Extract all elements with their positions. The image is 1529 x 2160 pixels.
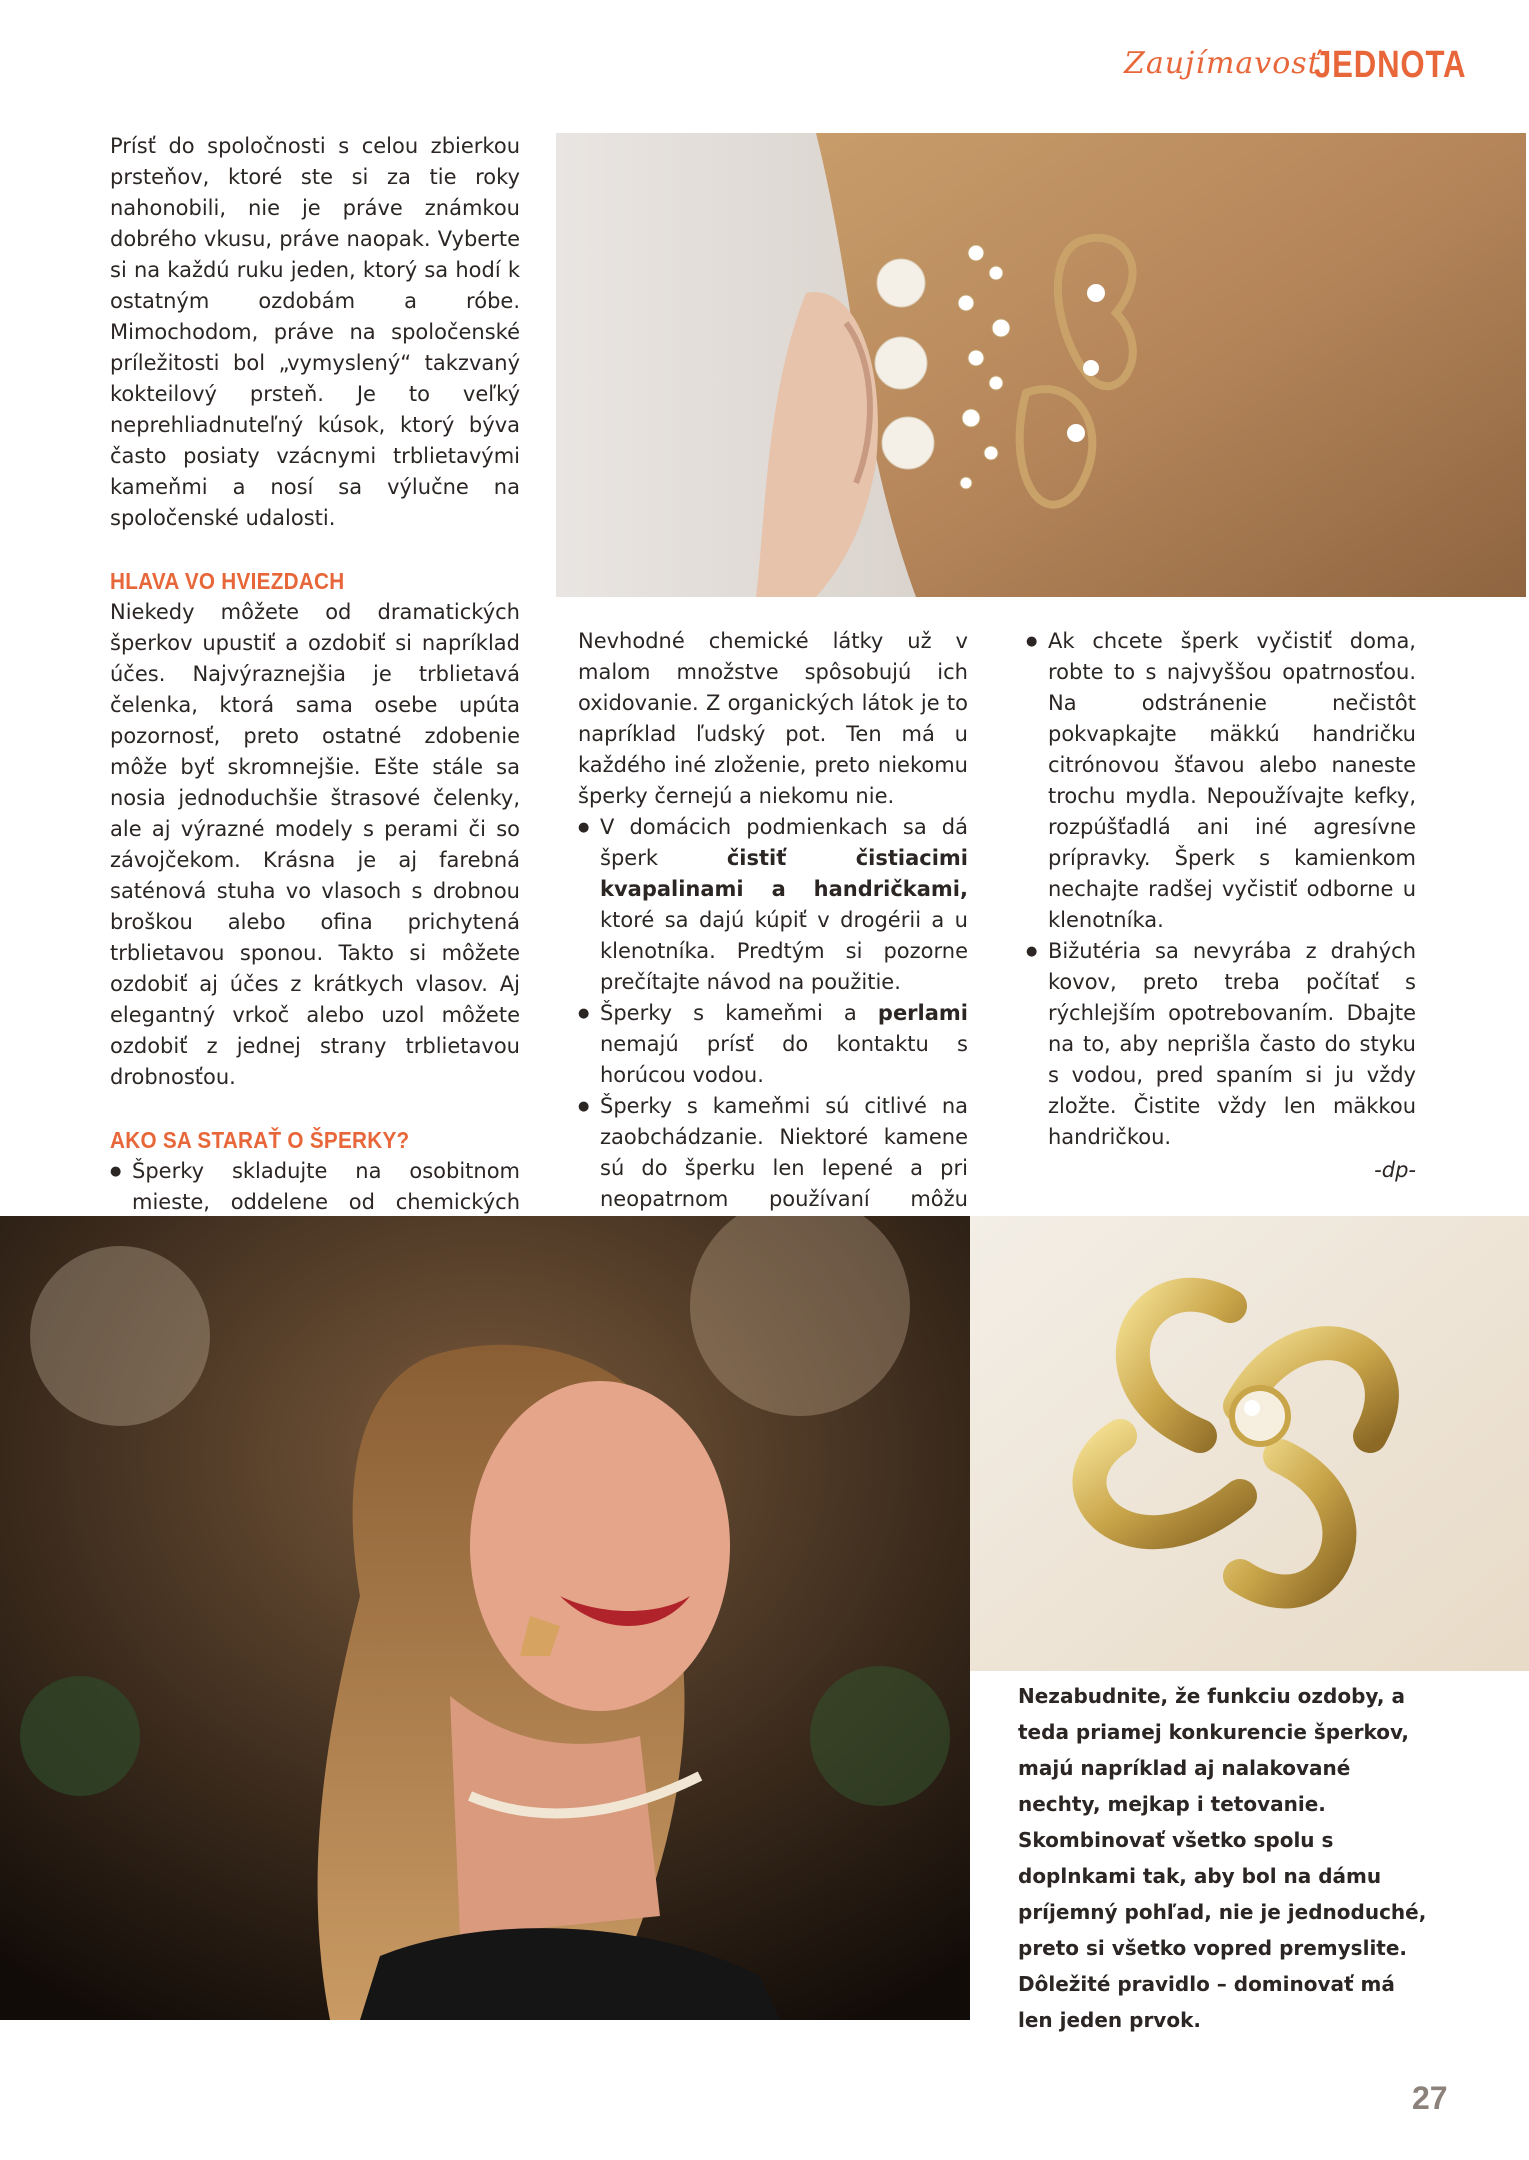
- list-item: ● V domácich podmienkach sa dá šperk čistiť čistiacimi kvapalinami a handričkami, ktoré sa dajú kúpiť v drogérii a u klenotníka. Predtým si pozorne prečítajte návod na použitie.: [578, 812, 968, 998]
- heading-hlava: HLAVA VO HVIEZDACH: [110, 568, 345, 594]
- paragraph-chemicals: Nevhodné chemické látky už v malom množstve spôsobujú ich oxidovanie. Z organických látok je to napríklad ľudský pot. Ten má u každého iné zloženie, preto niekomu šperky černejú a niekomu nie.: [578, 629, 968, 808]
- list-item: ● Šperky s kameňmi sú citlivé na zaobchádzanie. Niektoré kamene sú do šperku len lepené a pri neopatrnom používaní môžu: [578, 1091, 968, 1246]
- column-right: [1026, 626, 1416, 1186]
- tip-box: Nezabudnite, že funkciu ozdoby, a teda priamej konkurencie šperkov, majú napríklad aj nalakované nechty, mejkap i tetovanie. Skombinovať všetko spolu s doplnkami tak, aby bol na dámu príjemný pohľad, nie je jednoduché, preto si všetko vopred premyslite. Dôležité pravidlo – dominovať má len jeden prvok.: [1018, 1684, 1427, 2032]
- column-left: [110, 131, 520, 1373]
- woman-earring-photo: [0, 1216, 970, 2020]
- hair-clips-photo: [556, 133, 1526, 597]
- care-list-3: [1026, 626, 1416, 1153]
- brooch-photo: [970, 1216, 1529, 1671]
- list-item: ● Šperky skladujte na osobitnom mieste, oddelene od chemických: [110, 1156, 520, 1280]
- list-item: ● Ak chcete šperk vyčistiť doma, robte to s najvyššou opatrnosťou. Na odstránenie nečistôt pokvapkajte mäkkú handričku citrónovou šťavou alebo naneste trochu mydla. Nepoužívajte kefky, rozpúšťadlá ani iné agresívne prípravky. Šperk s kamienkom nechajte radšej vyčistiť odborne u klenotníka.: [1026, 626, 1416, 936]
- brand-logo: JEDNOTA: [1314, 44, 1467, 86]
- heading-starat: AKO SA STARAŤ O ŠPERKY?: [110, 1127, 410, 1153]
- list-item: ● Bižutéria sa nevyrába z drahých kovov, preto treba počítať s rýchlejším opotrebovaním. Dbajte na to, aby neprišla často do styku s vodou, pred spaním si ju vždy zložte. Čistite vždy len mäkkou handričkou.: [1026, 936, 1416, 1153]
- intro-paragraph: Prísť do spoločnosti s celou zbierkou prsteňov, ktoré ste si za tie roky nahonobili, nie je práve známkou dobrého vkusu, práve naopak. Vyberte si na každú ruku jeden, ktorý sa hodí k ostatným ozdobám a róbe. Mimochodom, práve na spoločenské príležitosti bol „vymyslený“ takzvaný kokteilový prsteň. Je to veľký neprehliadnuteľný kúsok, ktorý býva často posiaty vzácnymi trblietavými kameňmi a nosí sa výlučne na spoločenské udalosti.: [110, 134, 520, 530]
- section-label: Zaujímavosť: [1124, 46, 1321, 81]
- author-signature: -dp-: [1374, 1158, 1416, 1182]
- page-number: 27: [1412, 2080, 1448, 2116]
- paragraph-hlava: Niekedy môžete od dramatických šperkov upustiť a ozdobiť si napríklad účes. Najvýraznejšia je trblietavá čelenka, ktorá sama osebe upúta pozornosť, preto ostatné zdobenie môže byť skromnejšie. Ešte stále sa nosia jednoduchšie štrasové čelenky, ale aj výrazné modely s perami či so závojčekom. Krásna je aj farebná saténová stuha vo vlasoch s drobnou broškou alebo ofina prichytená trblietavou sponou. Takto si môžete ozdobiť aj účes z krátkych vlasov. Aj elegantný vrkoč alebo uzol môžete ozdobiť z jednej strany trblietavou drobnosťou.: [110, 600, 520, 1089]
- list-item: ● Šperky s kameňmi a perlami nemajú prísť do kontaktu s horúcou vodou.: [578, 998, 968, 1091]
